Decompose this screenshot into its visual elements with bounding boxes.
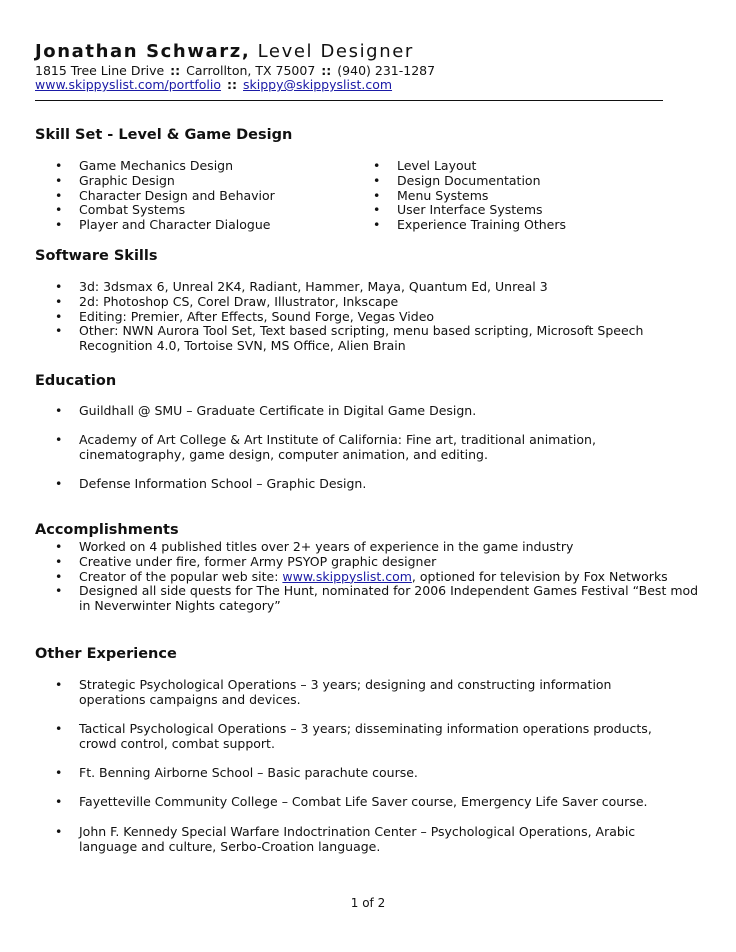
list-item: • Design Documentation	[355, 174, 655, 189]
list-item: • Character Design and Behavior	[37, 189, 357, 204]
list-item: • User Interface Systems	[355, 203, 655, 218]
list-item: • Level Layout	[355, 159, 655, 174]
list-item: • 2d: Photoshop CS, Corel Draw, Illustrator, Inkscape	[37, 295, 662, 310]
list-item: • Experience Training Others	[355, 218, 655, 233]
separator: ::	[227, 77, 238, 92]
software-heading: Software Skills	[35, 248, 158, 264]
list-item: • Worked on 4 published titles over 2+ years of experience in the game industry	[37, 540, 707, 555]
skills-list-right	[355, 159, 655, 233]
education-heading: Education	[35, 373, 117, 389]
list-item: • Fayetteville Community College – Combat Life Saver course, Emergency Life Saver course.	[37, 795, 667, 810]
list-item: • Defense Information School – Graphic Design.	[37, 477, 692, 492]
portfolio-link[interactable]: www.skippyslist.com/portfolio	[35, 77, 222, 92]
city-state-zip: Carrollton, TX 75007	[186, 63, 316, 78]
list-item: • John F. Kennedy Special Warfare Indoctrination Center – Psychological Operations, Arabic language and culture, Serbo-Croation language.	[37, 825, 667, 855]
education-list	[37, 404, 692, 507]
creator-text: Creator of the popular web site:	[79, 568, 283, 584]
resume-header	[35, 40, 665, 92]
header-divider	[35, 100, 663, 101]
list-item: • Editing: Premier, After Effects, Sound Forge, Vegas Video	[37, 310, 662, 325]
page-number: 1 of 2	[350, 896, 386, 910]
list-item: • Creative under fire, former Army PSYOP graphic designer	[37, 555, 707, 570]
accomplishments-heading: Accomplishments	[35, 522, 179, 538]
job-title: Level Designer	[257, 41, 414, 62]
street-address: 1815 Tree Line Drive	[35, 63, 165, 78]
list-item: • 3d: 3dsmax 6, Unreal 2K4, Radiant, Hammer, Maya, Quantum Ed, Unreal 3	[37, 280, 662, 295]
list-item: • Combat Systems	[37, 203, 357, 218]
list-item: • Ft. Benning Airborne School – Basic parachute course.	[37, 766, 667, 781]
experience-heading: Other Experience	[35, 646, 177, 662]
separator: ::	[170, 63, 181, 78]
skills-list-left	[37, 159, 357, 233]
list-item: • Game Mechanics Design	[37, 159, 357, 174]
list-item: • Graphic Design	[37, 174, 357, 189]
skills-heading: Skill Set - Level & Game Design	[35, 127, 293, 143]
list-item: • Tactical Psychological Operations – 3 years; disseminating information operations products, crowd control, combat support.	[37, 722, 667, 752]
website-link[interactable]: www.skippyslist.com	[282, 568, 412, 584]
list-item: • Guildhall @ SMU – Graduate Certificate in Digital Game Design.	[37, 404, 692, 419]
accomplishments-list	[37, 540, 707, 614]
applicant-name: Jonathan Schwarz,	[35, 41, 251, 62]
phone-number: (940) 231-1287	[337, 63, 436, 78]
software-list	[37, 280, 662, 354]
list-item: • Player and Character Dialogue	[37, 218, 357, 233]
list-item: • Menu Systems	[355, 189, 655, 204]
list-item: • Academy of Art College & Art Institute of California: Fine art, traditional animation, cinematography, game design, computer animation, and editing.	[37, 433, 692, 463]
list-item: • Other: NWN Aurora Tool Set, Text based scripting, menu based scripting, Microsoft Speech Recognition 4.0, Tortoise SVN, MS Office, Alien Brain	[37, 324, 662, 354]
separator: ::	[321, 63, 332, 78]
experience-list	[37, 678, 667, 869]
links-line	[35, 78, 665, 92]
list-item	[37, 570, 707, 585]
list-item: • Strategic Psychological Operations – 3 years; designing and constructing information operations campaigns and devices.	[37, 678, 667, 708]
list-item: • Designed all side quests for The Hunt, nominated for 2006 Independent Games Festival “Best mod in Neverwinter Nights category”	[37, 584, 707, 614]
name-line	[35, 40, 665, 64]
email-link[interactable]: skippy@skippyslist.com	[243, 77, 393, 92]
creator-suffix: , optioned for television by Fox Networks	[411, 568, 668, 584]
address-line	[35, 64, 665, 78]
